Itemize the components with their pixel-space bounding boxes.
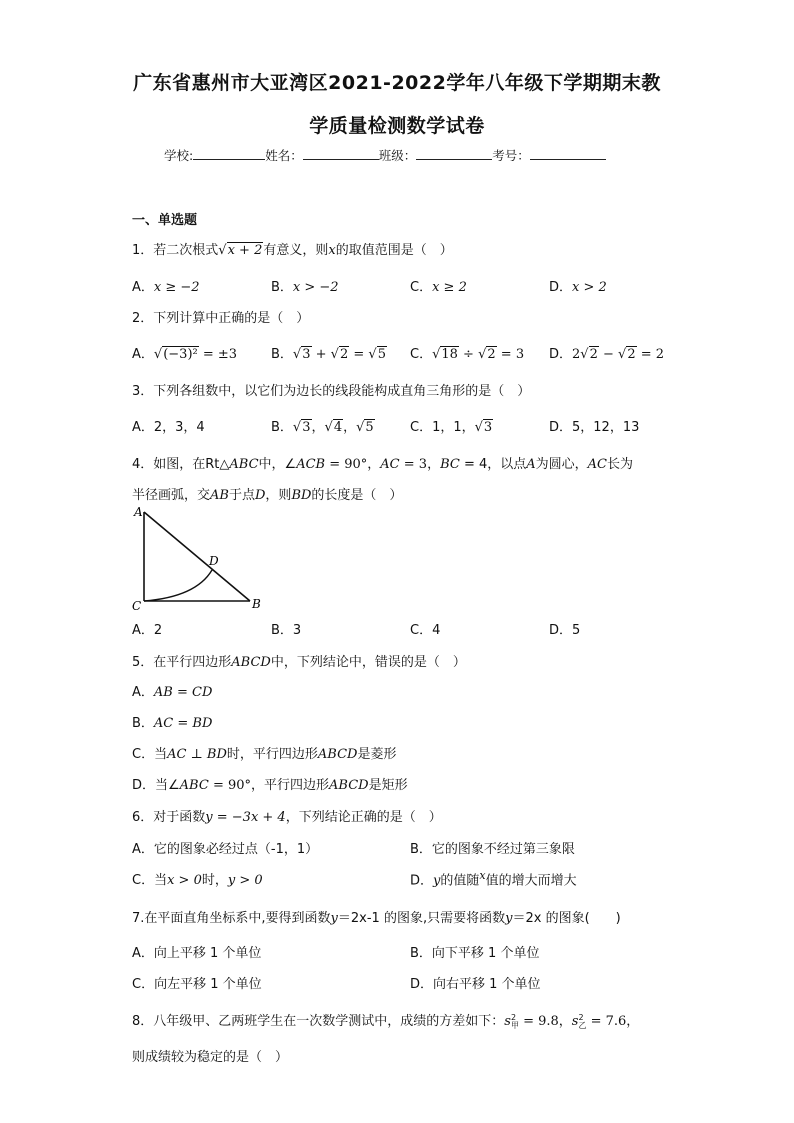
- q6-option-d[interactable]: [410, 869, 577, 888]
- subscript: 乙: [578, 1020, 587, 1030]
- radicand: 2: [589, 347, 598, 362]
- text: 6．对于函数: [132, 810, 206, 825]
- q2-option-c[interactable]: [410, 343, 524, 362]
- q1-option-a[interactable]: [132, 276, 200, 295]
- option-text: 值的增大而增大: [485, 873, 577, 889]
- separator: ，: [311, 420, 325, 435]
- q4-option-b[interactable]: B．3: [271, 623, 302, 638]
- id-blank[interactable]: [530, 146, 606, 160]
- q3-option-c[interactable]: [410, 416, 493, 435]
- radicand: 18: [441, 347, 458, 362]
- math: y > 0: [227, 873, 263, 888]
- option-text: C．1，1，: [410, 420, 475, 435]
- option-text: = 90°，平行四边形: [208, 778, 330, 793]
- q1-stem-text-3: 的取值范围是（ ）: [335, 243, 453, 258]
- sqrt-symbol: √2: [618, 347, 636, 362]
- school-label: 学校:: [164, 148, 194, 163]
- value: = 7.6，: [586, 1014, 640, 1029]
- text: 7.在平面直角坐标系中,要得到函数: [132, 911, 331, 926]
- math: AC ⊥ BD: [167, 747, 227, 762]
- text: 长为: [607, 457, 634, 472]
- sqrt-symbol: √3: [292, 420, 311, 435]
- math: BC: [440, 457, 460, 472]
- q8-stem-line2: 则成绩较为稳定的是（ ）: [132, 1050, 289, 1065]
- text: ，下列结论正确的是（ ）: [285, 810, 442, 825]
- q2-option-d[interactable]: [549, 343, 664, 362]
- radicand: 5: [365, 420, 374, 435]
- operator: +: [311, 347, 331, 362]
- option-text: C．当: [132, 873, 168, 888]
- label-d: D: [209, 554, 219, 568]
- exam-title-line1: 广东省惠州市大亚湾区2021-2022学年八年级下学期期末教: [133, 72, 661, 94]
- math: ABCD: [317, 747, 358, 762]
- q1-stem-text: 1．若二次根式: [132, 243, 219, 258]
- class-label: 班级：: [378, 148, 417, 163]
- option-letter: B．: [271, 347, 293, 362]
- label-b: B: [252, 597, 261, 611]
- id-label: 考号：: [492, 148, 530, 163]
- math: ABCD: [231, 655, 271, 670]
- q2-option-a[interactable]: [132, 343, 237, 362]
- math: y: [330, 911, 338, 926]
- q7-stem: [132, 907, 621, 926]
- sqrt-symbol: √(−3)²: [153, 347, 198, 362]
- radicand: 4: [333, 420, 343, 435]
- operator: = 3: [496, 347, 525, 362]
- option-value: x > 2: [572, 280, 607, 295]
- sqrt-symbol: √x + 2: [218, 243, 263, 258]
- option-text: C．当: [132, 747, 168, 762]
- math: y = −3x + 4: [205, 810, 286, 825]
- math: ACB: [296, 457, 326, 472]
- student-info-row: [164, 146, 606, 164]
- text: ＝2x 的图象( ): [512, 911, 621, 926]
- math: BD: [291, 488, 312, 503]
- subscript: 甲: [510, 1020, 519, 1030]
- coefficient: 2: [572, 347, 581, 362]
- separator: ，: [343, 420, 357, 435]
- text: 半径画弧，交: [132, 488, 211, 503]
- math: s: [504, 1014, 511, 1029]
- option-letter: B．: [271, 420, 293, 435]
- radicand: 3: [483, 420, 493, 435]
- text: 中，∠: [258, 457, 297, 472]
- text: 5．在平行四边形: [132, 655, 232, 670]
- radicand: 3: [302, 347, 311, 362]
- option-letter: C．: [410, 347, 433, 362]
- text: 中，下列结论中，错误的是（ ）: [270, 655, 466, 670]
- class-blank[interactable]: [416, 146, 492, 160]
- q1-var: x: [328, 243, 336, 258]
- sqrt-symbol: √2: [478, 347, 496, 362]
- option-text: 是矩形: [368, 778, 408, 793]
- option-value: x > −2: [292, 280, 339, 295]
- operator: = 2: [636, 347, 665, 362]
- option-letter: A．: [132, 280, 154, 295]
- q7-option-b[interactable]: B．向下平移 1 个单位: [410, 946, 540, 961]
- math: x > 0: [167, 873, 202, 888]
- sqrt-symbol: √3: [474, 420, 493, 435]
- q4-stem-line1: [132, 453, 633, 472]
- q5-option-c[interactable]: [132, 743, 396, 762]
- option-letter: A．: [132, 347, 154, 362]
- option-text: D．当∠: [132, 778, 180, 793]
- text: 8．八年级甲、乙两班学生在一次数学测试中，成绩的方差如下：: [132, 1014, 505, 1029]
- name-label: 姓名：: [265, 148, 303, 163]
- text: = 3，: [399, 457, 441, 472]
- q7-option-c[interactable]: C．向左平移 1 个单位: [132, 977, 262, 992]
- section-heading: 一、单选题: [132, 213, 198, 228]
- operator: =: [349, 347, 369, 362]
- math: AC: [587, 457, 608, 472]
- math: AB: [210, 488, 229, 503]
- option-text: 是菱形: [357, 747, 397, 762]
- radicand: 2: [487, 347, 496, 362]
- math: ABC: [179, 778, 209, 793]
- option-value: AC = BD: [153, 716, 213, 731]
- q3-stem: 3．下列各组数中，以它们为边长的线段能构成直角三角形的是（ ）: [132, 384, 531, 399]
- q2-option-b[interactable]: [271, 343, 387, 362]
- text: 为圆心，: [535, 457, 588, 472]
- option-text: 的值随: [440, 873, 480, 889]
- sqrt-symbol: √3: [292, 347, 311, 362]
- q1-stem: [132, 239, 453, 258]
- math: y: [433, 873, 441, 889]
- text: ＝2x-1 的图象,只需要将函数: [337, 911, 506, 926]
- option-letter: B．: [271, 280, 293, 295]
- label-a: A: [134, 505, 143, 519]
- math: ABCD: [329, 778, 369, 793]
- option-letter: D．: [549, 280, 573, 295]
- sqrt-symbol: √2: [330, 347, 349, 362]
- q5-option-d[interactable]: [132, 774, 408, 793]
- superscript: 2: [578, 1012, 584, 1022]
- q1-stem-text-2: 有意义，则: [263, 243, 329, 258]
- q1-option-b[interactable]: [271, 276, 339, 295]
- radicand: 5: [377, 347, 386, 362]
- sqrt-symbol: √5: [368, 347, 386, 362]
- option-value: x ≥ −2: [153, 280, 200, 295]
- q1-option-d[interactable]: [549, 276, 607, 295]
- math: y: [505, 911, 513, 926]
- math: AC: [380, 457, 400, 472]
- radicand: 2: [339, 347, 349, 362]
- q5-option-b[interactable]: [132, 712, 212, 731]
- text: 4．如图，在Rt△: [132, 457, 230, 472]
- q4-option-c[interactable]: C．4: [410, 623, 441, 638]
- q6-option-b[interactable]: B．它的图象不经过第三象限: [410, 842, 575, 857]
- sup-sub: [511, 1014, 519, 1030]
- q5-option-a[interactable]: [132, 681, 212, 700]
- q7-option-a[interactable]: A．向上平移 1 个单位: [132, 946, 262, 961]
- option-text: 时，平行四边形: [226, 747, 318, 762]
- sqrt-symbol: √5: [356, 420, 374, 435]
- q3-option-d[interactable]: D．5，12，13: [549, 420, 640, 435]
- school-blank[interactable]: [193, 146, 265, 160]
- radicand: 2: [627, 347, 636, 362]
- math: D: [254, 488, 266, 503]
- operator: −: [598, 347, 619, 362]
- option-value: AB = CD: [153, 685, 213, 700]
- q4-triangle-figure: [126, 500, 266, 616]
- q3-option-b[interactable]: [271, 416, 375, 435]
- superscript: 2: [510, 1012, 517, 1022]
- option-letter: B．: [132, 716, 154, 731]
- math: ABC: [229, 457, 259, 472]
- value: = 9.8，: [518, 1014, 572, 1029]
- option-rest: = ±3: [198, 347, 238, 362]
- sqrt-symbol: √4: [324, 420, 343, 435]
- sqrt-symbol: √2: [580, 347, 598, 362]
- label-c: C: [132, 599, 142, 613]
- math: s: [571, 1014, 579, 1029]
- option-text: D．: [410, 873, 434, 889]
- radicand: 3: [302, 420, 311, 435]
- q4-option-d[interactable]: D．5: [549, 623, 581, 638]
- text: = 90°，: [325, 457, 381, 472]
- operator: ÷: [458, 347, 479, 362]
- name-blank[interactable]: [303, 146, 379, 160]
- q6-option-c[interactable]: [132, 869, 263, 888]
- math: A: [526, 457, 536, 472]
- q8-stem-line1: [132, 1010, 639, 1030]
- exam-title-line2: 学质量检测数学试卷: [309, 115, 485, 137]
- q5-stem: [132, 651, 466, 670]
- text: 的长度是（ ）: [311, 488, 403, 503]
- option-letter: C．: [410, 280, 433, 295]
- sqrt-symbol: √18: [432, 347, 458, 362]
- side-ab: [144, 512, 250, 601]
- option-letter: A．: [132, 685, 154, 700]
- q3-option-a[interactable]: A．2，3，4: [132, 420, 205, 435]
- q6-option-a[interactable]: A．它的图象必经过点（-1，1）: [132, 842, 319, 857]
- text: ，则: [265, 488, 292, 503]
- q7-option-d[interactable]: D．向右平移 1 个单位: [410, 977, 541, 992]
- text: = 4，以点: [459, 457, 527, 472]
- q6-stem: [132, 806, 442, 825]
- option-text: 时，: [201, 873, 228, 888]
- q4-option-a[interactable]: A．2: [132, 623, 163, 638]
- option-letter: D．: [549, 347, 573, 362]
- q1-option-c[interactable]: [410, 276, 467, 295]
- q2-stem: 2．下列计算中正确的是（ ）: [132, 311, 310, 326]
- math: x: [479, 869, 486, 882]
- radicand: (−3)²: [163, 347, 198, 362]
- q1-radicand: x + 2: [227, 243, 263, 258]
- arc-cd: [144, 570, 212, 601]
- text: 于点: [228, 488, 255, 503]
- option-value: x ≥ 2: [432, 280, 467, 295]
